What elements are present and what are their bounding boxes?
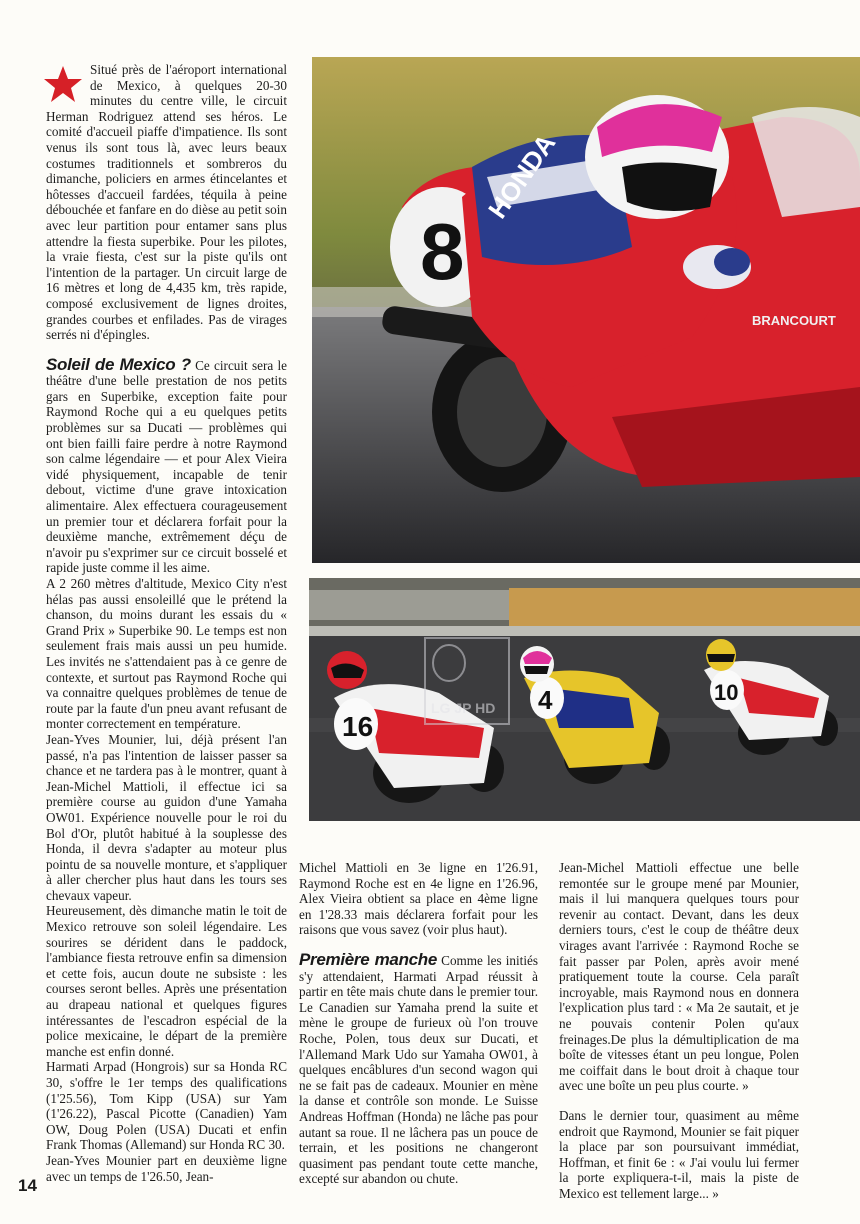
left-column [46,62,287,1184]
photo-race-group [309,578,860,821]
star-icon [42,64,84,104]
paragraph: Michel Mattioli en 3e ligne en 1'26.91, Raymond Roche est en 4e ligne en 1'26.96, Alex Vieira obtient sa place en 4ème ligne en 1'28.33 mais déclarera forfait pour les raisons que vous savez (voir plus haut). [299,860,538,938]
bike-number-10: 10 [714,680,739,705]
paragraph: Jean-Michel Mattioli effectue une belle remontée sur le groupe mené par Mounier, mais il lui manquera quelques tours pour revenir au contact. Devant, dans les deux derniers tours, c'est le coup de théâtre deux virages avant l'arrivée : Raymond Roche se fait passer par Polen, après avoir mené pratiquement toute la course. Cela paraît incroyable, mais Raymond nous en donnera l'explication plus tard : « Ma 2e sautait, et je ne pouvais contenir Polen qu'aux freinages.De plus la démultiplication de ma boîte de vitesses étant un peu longue, Polen me coiffait dans le bout droit à chaque tour avec une boîte un peu plus courte. » [559,860,799,1094]
paragraph: Jean-Yves Mounier part en deuxième ligne avec un temps de 1'26.50, Jean- [46,1152,287,1184]
paragraph: A 2 260 mètres d'altitude, Mexico City n'est hélas pas aussi ensoleillé que le prétend la chanson, du moins durant les essais du « Grand Prix » Superbike 90. Le temps est non seulement frais mais aussi un peu humide. Les invités ne s'attendaient pas à ce genre de contexte, et surtout pas Raymond Roche qui va connaitre quelques problèmes de tenue de route par la faute d'un pneu avant refusant de monter correctement en température. [46,576,287,732]
page-number: 14 [18,1176,37,1195]
sponsor-label: BRANCOURT [752,313,836,328]
bike-number-4: 4 [538,685,553,715]
watermark-text: LG JP HD [431,700,496,716]
section-soleil [46,354,287,576]
section-premiere-manche [299,949,538,1187]
race-group-illustration [309,578,860,821]
bike-number-label: 8 [420,207,465,296]
middle-column [299,860,538,1187]
bike-number-16: 16 [342,711,374,742]
photo-rider-closeup [312,57,860,563]
paragraph: Dans le dernier tour, quasiment au même endroit que Raymond, Mounier se fait piquer la place par son poursuivant immédiat, Hoffman, et finit 6e : « J'ai voulu lui fermer la porte expliquera-t-il, mais la piste de Mexico est tellement large... » [559,1107,799,1201]
paragraph: Ce circuit sera le théâtre d'une belle prestation de nos petits gars en Superbike, exception faite pour Raymond Roche qui a eu quelques petits problèmes sur sa Ducati — problèmes qui ont bien failli faire perdre à notre Raymond son calme légendaire — et pour Alex Vieira vidé physiquement, incapable de tenir debout, victime d'une grave intoxication alimentaire. Alex effectuera courageusement un premier tour et déclarera forfait pour la deuxième manche, extrêmement déçu de n'avoir pu s'exprimer sur ce circuit bosselé et rapide juste comme il les aime. [46,357,287,576]
rider-closeup-illustration [312,57,860,563]
heading-premiere-manche: Première manche [299,949,438,969]
paragraph: Comme les initiés s'y attendaient, Harmati Arpad réussit à partir en tête mais chute dans le premier tour. Le Canadien sur Yamaha prend la suite et mène le groupe de furieux où l'on trouve Roche, Polen, tous deux sur Ducati, et l'Allemand Mark Udo sur Yamaha OW01, à quelques encâblures d'un second wagon qui ne se fait pas de cadeaux. Mounier en mène la danse et contrôle son monde. Le Suisse Andreas Hoffman (Honda) ne lâche pas pour autant sa roue. Il ne lâchera pas un pouce de terrain, et les positions ne changeront quasiment pas pendant toute cette manche, excepté sur abandon ou chute. [299,952,538,1187]
intro-paragraph: Situé près de l'aéroport international de Mexico, à quelques 20-30 minutes du centre ville, le circuit Herman Rodriguez attend ses héros. Le comité d'accueil piaffe d'impatience. Ils sont venus ils sont tous là, avec leurs beaux costumes traditionnels et sombreros du dimanche, policiers en armes étincelantes et hôtesses d'accueil fardées, téquila à peine débouchée et fanfare en do dièse au petit soin avec leur partition pour entamer sans plus attendre la fiesta superbike. Pour les pilotes, la vraie fiesta, c'est sur la piste qu'ils ont l'intention de la partager. Un circuit large de 16 mètres et long de 4,435 km, très rapide, composé exclusivement de lignes droites, grandes courbes et enfilades. Pas de virages serrés ni d'épingles. [46,62,287,343]
fairing-honda-label: HONDA [482,128,562,224]
paragraph: Jean-Yves Mounier, lui, déjà présent l'an passé, n'a pas l'intention de laisser passer sa chance et ne tardera pas à le montrer, quant à Jean-Michel Mattioli, il effectue ici sa première course au guidon d'une Yamaha OW01. Expérience nouvelle pour le roi du Bol d'Or, plutôt habitué à la souplesse des Honda, il devra s'adapter au moteur plus pointu de sa nouvelle monture, et s'appliquer à aller chercher plus haut dans les tours ses chevaux vapeur. [46,731,287,903]
heading-soleil-de-mexico: Soleil de Mexico ? [46,354,191,374]
right-column [559,860,799,1201]
paragraph: Heureusement, dès dimanche matin le toit de Mexico retrouve son soleil légendaire. Les sourires se dérident dans le paddock, l'ambiance fiesta retrouve enfin sa dimension et cette fois, aucun doute ne subsiste : les courses seront belles. Après une présentation au drapeau national et quelques figures intéressantes de l'escadron espécial de la police mexicaine, le départ de la première manche est enfin donné. [46,903,287,1059]
paragraph: Harmati Arpad (Hongrois) sur sa Honda RC 30, s'offre le 1er temps des qualifications (1'25.56), Tom Kipp (USA) sur Yam (1'26.22), Pascal Picotte (Canadien) Yam OW, Doug Polen (USA) Ducati et enfin Frank Thomas (Allemand) sur Honda RC 30. [46,1059,287,1153]
